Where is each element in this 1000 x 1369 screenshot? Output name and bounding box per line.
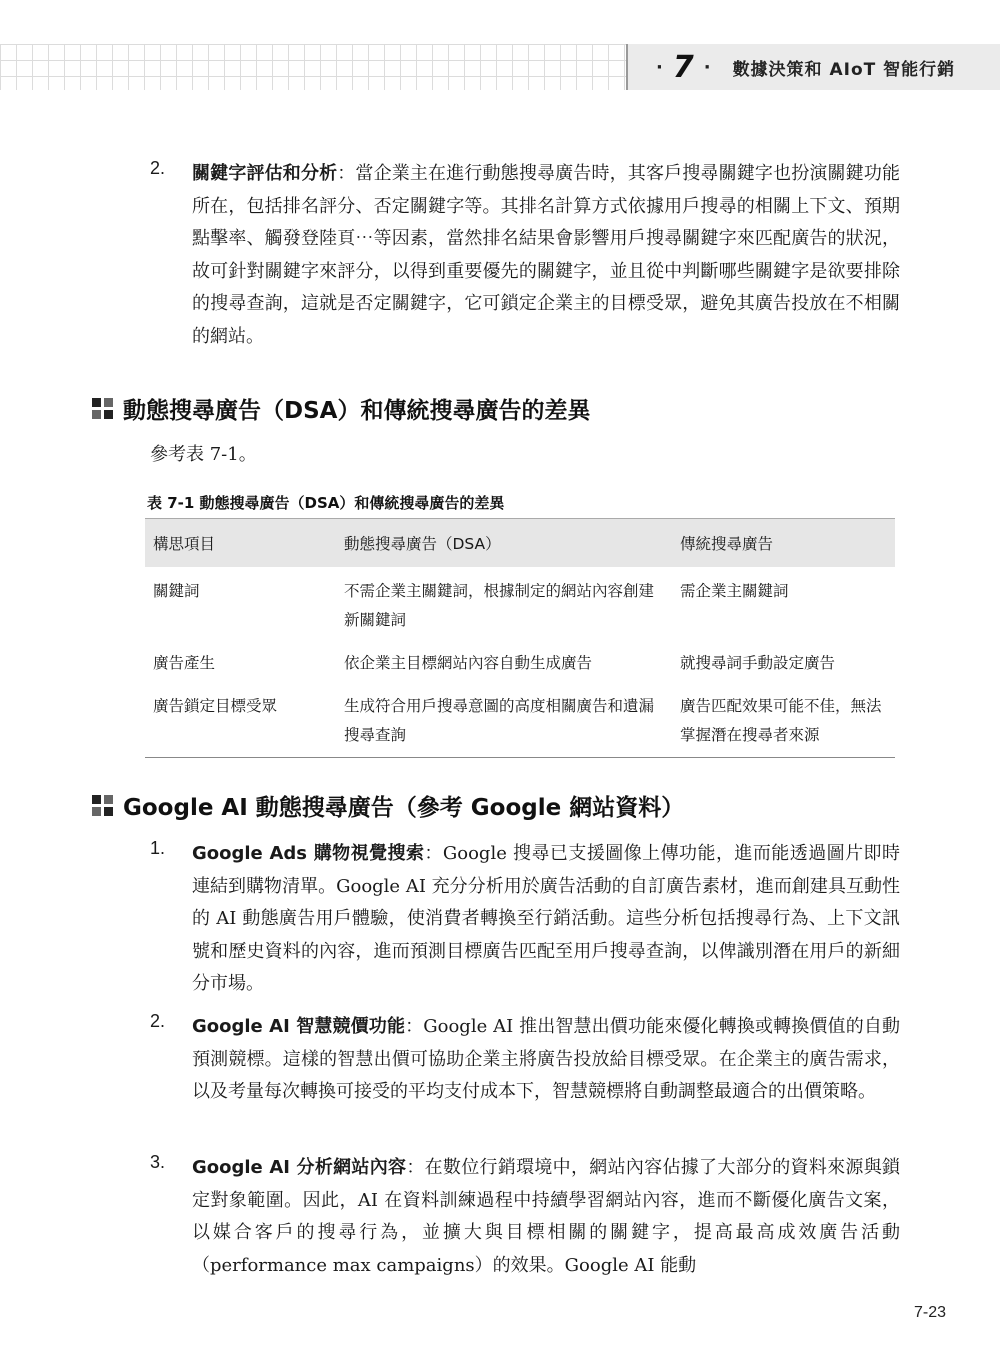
table-header-row	[145, 519, 895, 568]
chapter-header	[626, 44, 1000, 90]
list-item-body	[192, 158, 900, 353]
list-item-body	[192, 838, 900, 1001]
chapter-title: 數據決策和 AIoT 智能行銷	[732, 59, 956, 80]
list-item-text: ：當企業主在進行動態搜尋廣告時，其客戶搜尋關鍵字也扮演關鍵功能所在，包括排名評分、否定關鍵字等。其排名計算方式依據用戶搜尋的相關上下文、預期點擊率、觸發登陸頁⋯等因素，當然排名結果會影響用戶搜尋關鍵字來匹配廣告的狀況，故可針對關鍵字來評分，以得到重要優先的關鍵字，並且從中判斷哪些關鍵字是欲要排除的搜尋查詢，這就是否定關鍵字，它可鎖定企業主的目標受眾，避免其廣告投放在不相關的網站。	[192, 163, 900, 347]
page-number: 7-23	[913, 1304, 946, 1321]
header-dot-left: ·	[656, 56, 663, 78]
list-item-number: 1.	[150, 838, 166, 858]
table-reference-text: 參考表 7-1。	[150, 444, 257, 465]
table-cell: 依企業主目標網站內容自動生成廣告	[344, 654, 593, 672]
table-header-cell: 動態搜尋廣告（DSA）	[344, 535, 501, 553]
list-item-lead: 關鍵字評估和分析	[192, 163, 338, 184]
list-item-visual-search	[150, 838, 900, 1001]
table-header-cell: 構思項目	[153, 535, 216, 553]
section-heading-text: Google AI 動態搜尋廣告（參考 Google 網站資料）	[123, 795, 685, 821]
list-item-number: 3.	[150, 1152, 166, 1172]
table-header-cell: 傳統搜尋廣告	[680, 535, 774, 553]
list-item-body	[192, 1152, 900, 1282]
list-item-lead: Google AI 智慧競價功能	[192, 1016, 406, 1037]
list-item-number: 2.	[150, 1011, 166, 1031]
list-item-keyword-evaluation	[150, 158, 900, 353]
list-item-smart-bidding	[150, 1011, 900, 1109]
table-cell: 就搜尋詞手動設定廣告	[680, 654, 836, 672]
list-item-site-content-analysis	[150, 1152, 900, 1282]
table-cell: 生成符合用戶搜尋意圖的高度相關廣告和遺漏搜尋查詢	[336, 685, 672, 758]
table-row	[145, 685, 895, 758]
chapter-number: 7	[672, 49, 694, 85]
section-bullet-icon	[92, 795, 113, 816]
comparison-table	[145, 518, 895, 758]
table-cell: 需企業主關鍵詞	[680, 582, 789, 600]
table-cell: 廣告鎖定目標受眾	[145, 685, 336, 758]
list-item-lead: Google Ads 購物視覺搜索	[192, 843, 425, 864]
table-row	[145, 567, 895, 642]
table-cell: 不需企業主關鍵詞，根據制定的網站內容創建新關鍵詞	[344, 582, 655, 629]
table-caption: 表 7-1 動態搜尋廣告（DSA）和傳統搜尋廣告的差異	[147, 494, 505, 512]
header-dot-right: ·	[703, 56, 711, 78]
list-item-body	[192, 1011, 900, 1109]
list-item-text: ：Google AI 推出智慧出價功能來優化轉換或轉換價值的自動預測競標。這樣的智慧出價可協助企業主將廣告投放給目標受眾。在企業主的廣告需求，以及考量每次轉換可接受的平均支付成本下，智慧競標將自動調整最適合的出價策略。	[192, 1016, 900, 1102]
table-cell: 廣告產生	[153, 654, 216, 672]
table-row	[145, 642, 895, 685]
section-heading-dsa-vs-traditional	[92, 392, 590, 425]
section-bullet-icon	[92, 398, 113, 419]
table-cell: 廣告匹配效果可能不佳，無法掌握潛在搜尋者來源	[672, 685, 895, 758]
header-grid-decoration	[0, 44, 630, 90]
table-cell: 關鍵詞	[153, 582, 200, 600]
list-item-lead: Google AI 分析網站內容	[192, 1157, 407, 1178]
list-item-number: 2.	[150, 158, 166, 178]
section-heading-google-ai	[92, 789, 684, 822]
list-item-text: ：Google 搜尋已支援圖像上傳功能，進而能透過圖片即時連結到購物清單。Google AI 充分分析用於廣告活動的自訂廣告素材，進而創建具互動性的 AI 動態廣告用戶體驗，使消費者轉換至行銷活動。這些分析包括搜尋行為、上下文訊號和歷史資料的內容，進而預測目標廣告匹配至用戶搜尋查詢，以俾識別潛在用戶的新細分市場。	[192, 843, 900, 994]
section-heading-text: 動態搜尋廣告（DSA）和傳統搜尋廣告的差異	[123, 398, 591, 424]
list-item-text: ：在數位行銷環境中，網站內容佔據了大部分的資料來源與鎖定對象範圍。因此，AI 在資料訓練過程中持續學習網站內容，進而不斷優化廣告文案，以媒合客戶的搜尋行為，並擴大與目標相關的關鍵字，提高最高成效廣告活動（performance max campaigns）的效果。Google AI 能動	[192, 1157, 901, 1276]
